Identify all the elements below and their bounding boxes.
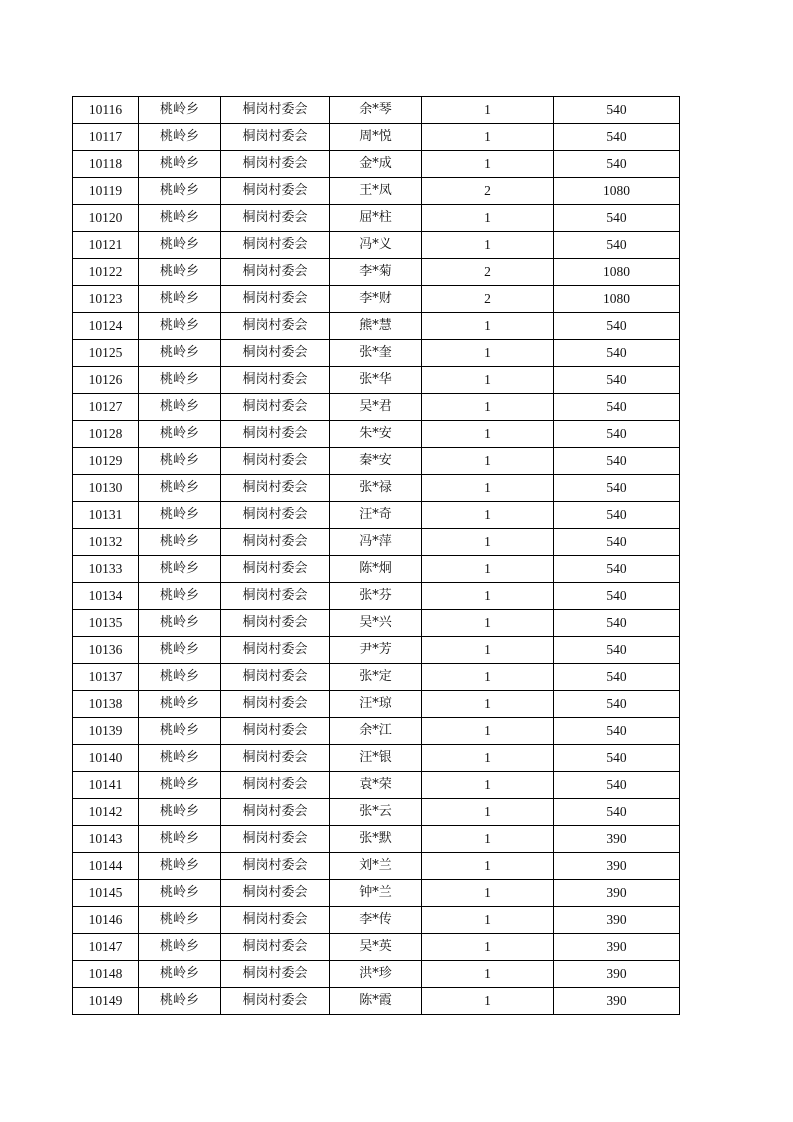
count-cell: 1 (422, 799, 554, 826)
township-cell: 桃岭乡 (139, 880, 221, 907)
township-cell: 桃岭乡 (139, 934, 221, 961)
record-id-cell: 10133 (73, 556, 139, 583)
village-committee-cell: 桐岗村委会 (221, 556, 330, 583)
township-cell: 桃岭乡 (139, 394, 221, 421)
count-cell: 1 (422, 583, 554, 610)
village-committee-cell: 桐岗村委会 (221, 367, 330, 394)
table-row (73, 853, 680, 880)
count-cell: 2 (422, 178, 554, 205)
count-cell: 1 (422, 502, 554, 529)
name-cell: 余*江 (330, 718, 422, 745)
count-cell: 1 (422, 880, 554, 907)
township-cell: 桃岭乡 (139, 988, 221, 1015)
amount-cell: 390 (554, 907, 680, 934)
amount-cell: 540 (554, 394, 680, 421)
township-cell: 桃岭乡 (139, 340, 221, 367)
village-committee-cell: 桐岗村委会 (221, 259, 330, 286)
name-cell: 吴*兴 (330, 610, 422, 637)
name-cell: 屈*柱 (330, 205, 422, 232)
amount-cell: 540 (554, 367, 680, 394)
amount-cell: 390 (554, 961, 680, 988)
township-cell: 桃岭乡 (139, 799, 221, 826)
record-id-cell: 10144 (73, 853, 139, 880)
amount-cell: 540 (554, 745, 680, 772)
village-committee-cell: 桐岗村委会 (221, 799, 330, 826)
amount-cell: 540 (554, 556, 680, 583)
table-row (73, 907, 680, 934)
count-cell: 1 (422, 691, 554, 718)
name-cell: 余*琴 (330, 97, 422, 124)
table-row (73, 529, 680, 556)
name-cell: 金*成 (330, 151, 422, 178)
record-id-cell: 10119 (73, 178, 139, 205)
village-committee-cell: 桐岗村委会 (221, 97, 330, 124)
record-id-cell: 10141 (73, 772, 139, 799)
township-cell: 桃岭乡 (139, 961, 221, 988)
table-row (73, 934, 680, 961)
record-id-cell: 10129 (73, 448, 139, 475)
record-id-cell: 10121 (73, 232, 139, 259)
count-cell: 1 (422, 961, 554, 988)
count-cell: 1 (422, 367, 554, 394)
amount-cell: 540 (554, 772, 680, 799)
table-row (73, 178, 680, 205)
count-cell: 1 (422, 205, 554, 232)
record-id-cell: 10135 (73, 610, 139, 637)
count-cell: 1 (422, 124, 554, 151)
record-id-cell: 10138 (73, 691, 139, 718)
record-id-cell: 10137 (73, 664, 139, 691)
township-cell: 桃岭乡 (139, 286, 221, 313)
record-id-cell: 10140 (73, 745, 139, 772)
township-cell: 桃岭乡 (139, 205, 221, 232)
table-row (73, 691, 680, 718)
table-row (73, 772, 680, 799)
amount-cell: 540 (554, 664, 680, 691)
village-committee-cell: 桐岗村委会 (221, 313, 330, 340)
count-cell: 1 (422, 745, 554, 772)
village-committee-cell: 桐岗村委会 (221, 637, 330, 664)
count-cell: 1 (422, 826, 554, 853)
village-committee-cell: 桐岗村委会 (221, 178, 330, 205)
count-cell: 1 (422, 637, 554, 664)
table-row (73, 205, 680, 232)
table-row (73, 610, 680, 637)
record-id-cell: 10117 (73, 124, 139, 151)
name-cell: 李*菊 (330, 259, 422, 286)
record-id-cell: 10130 (73, 475, 139, 502)
name-cell: 冯*义 (330, 232, 422, 259)
village-committee-cell: 桐岗村委会 (221, 988, 330, 1015)
table-row (73, 718, 680, 745)
amount-cell: 540 (554, 637, 680, 664)
table-row (73, 421, 680, 448)
amount-cell: 540 (554, 340, 680, 367)
township-cell: 桃岭乡 (139, 367, 221, 394)
count-cell: 2 (422, 286, 554, 313)
name-cell: 陈*霞 (330, 988, 422, 1015)
table-row (73, 583, 680, 610)
table-row (73, 664, 680, 691)
record-id-cell: 10120 (73, 205, 139, 232)
amount-cell: 540 (554, 205, 680, 232)
record-id-cell: 10124 (73, 313, 139, 340)
amount-cell: 390 (554, 988, 680, 1015)
village-committee-cell: 桐岗村委会 (221, 583, 330, 610)
table-row (73, 151, 680, 178)
record-id-cell: 10136 (73, 637, 139, 664)
table-row (73, 124, 680, 151)
table-row (73, 340, 680, 367)
amount-cell: 390 (554, 853, 680, 880)
village-committee-cell: 桐岗村委会 (221, 691, 330, 718)
table-row (73, 286, 680, 313)
record-id-cell: 10146 (73, 907, 139, 934)
township-cell: 桃岭乡 (139, 475, 221, 502)
township-cell: 桃岭乡 (139, 718, 221, 745)
name-cell: 秦*安 (330, 448, 422, 475)
table-row (73, 556, 680, 583)
village-committee-cell: 桐岗村委会 (221, 826, 330, 853)
record-id-cell: 10128 (73, 421, 139, 448)
table-row (73, 394, 680, 421)
village-committee-cell: 桐岗村委会 (221, 205, 330, 232)
name-cell: 吴*君 (330, 394, 422, 421)
name-cell: 张*定 (330, 664, 422, 691)
count-cell: 1 (422, 556, 554, 583)
count-cell: 1 (422, 340, 554, 367)
amount-cell: 540 (554, 502, 680, 529)
amount-cell: 390 (554, 934, 680, 961)
record-id-cell: 10118 (73, 151, 139, 178)
amount-cell: 540 (554, 610, 680, 637)
table-row (73, 637, 680, 664)
township-cell: 桃岭乡 (139, 529, 221, 556)
village-committee-cell: 桐岗村委会 (221, 475, 330, 502)
township-cell: 桃岭乡 (139, 97, 221, 124)
amount-cell: 1080 (554, 178, 680, 205)
count-cell: 1 (422, 664, 554, 691)
village-committee-cell: 桐岗村委会 (221, 529, 330, 556)
count-cell: 1 (422, 529, 554, 556)
record-id-cell: 10147 (73, 934, 139, 961)
table-row (73, 961, 680, 988)
count-cell: 1 (422, 475, 554, 502)
amount-cell: 1080 (554, 286, 680, 313)
record-id-cell: 10134 (73, 583, 139, 610)
township-cell: 桃岭乡 (139, 664, 221, 691)
township-cell: 桃岭乡 (139, 556, 221, 583)
table-row (73, 448, 680, 475)
amount-cell: 540 (554, 421, 680, 448)
township-cell: 桃岭乡 (139, 124, 221, 151)
count-cell: 1 (422, 232, 554, 259)
village-committee-cell: 桐岗村委会 (221, 421, 330, 448)
name-cell: 袁*荣 (330, 772, 422, 799)
village-committee-cell: 桐岗村委会 (221, 502, 330, 529)
name-cell: 洪*珍 (330, 961, 422, 988)
village-committee-cell: 桐岗村委会 (221, 610, 330, 637)
township-cell: 桃岭乡 (139, 691, 221, 718)
township-cell: 桃岭乡 (139, 151, 221, 178)
name-cell: 汪*奇 (330, 502, 422, 529)
table-row (73, 880, 680, 907)
township-cell: 桃岭乡 (139, 637, 221, 664)
amount-cell: 540 (554, 97, 680, 124)
name-cell: 李*财 (330, 286, 422, 313)
name-cell: 周*悦 (330, 124, 422, 151)
amount-cell: 540 (554, 124, 680, 151)
township-cell: 桃岭乡 (139, 313, 221, 340)
table-row (73, 799, 680, 826)
count-cell: 1 (422, 853, 554, 880)
name-cell: 张*华 (330, 367, 422, 394)
name-cell: 张*禄 (330, 475, 422, 502)
village-committee-cell: 桐岗村委会 (221, 880, 330, 907)
table-row (73, 745, 680, 772)
count-cell: 1 (422, 421, 554, 448)
amount-cell: 540 (554, 691, 680, 718)
township-cell: 桃岭乡 (139, 421, 221, 448)
village-committee-cell: 桐岗村委会 (221, 286, 330, 313)
record-id-cell: 10139 (73, 718, 139, 745)
village-committee-cell: 桐岗村委会 (221, 853, 330, 880)
record-id-cell: 10131 (73, 502, 139, 529)
table-row (73, 475, 680, 502)
township-cell: 桃岭乡 (139, 502, 221, 529)
record-id-cell: 10145 (73, 880, 139, 907)
amount-cell: 540 (554, 799, 680, 826)
count-cell: 1 (422, 610, 554, 637)
record-id-cell: 10125 (73, 340, 139, 367)
name-cell: 冯*萍 (330, 529, 422, 556)
township-cell: 桃岭乡 (139, 448, 221, 475)
village-committee-cell: 桐岗村委会 (221, 718, 330, 745)
table-row (73, 232, 680, 259)
record-id-cell: 10149 (73, 988, 139, 1015)
record-id-cell: 10123 (73, 286, 139, 313)
record-id-cell: 10127 (73, 394, 139, 421)
count-cell: 1 (422, 934, 554, 961)
village-committee-cell: 桐岗村委会 (221, 394, 330, 421)
name-cell: 张*云 (330, 799, 422, 826)
township-cell: 桃岭乡 (139, 610, 221, 637)
count-cell: 1 (422, 907, 554, 934)
village-committee-cell: 桐岗村委会 (221, 907, 330, 934)
count-cell: 1 (422, 988, 554, 1015)
table-body (73, 97, 680, 1015)
record-id-cell: 10132 (73, 529, 139, 556)
township-cell: 桃岭乡 (139, 853, 221, 880)
record-id-cell: 10143 (73, 826, 139, 853)
count-cell: 1 (422, 718, 554, 745)
count-cell: 2 (422, 259, 554, 286)
table-row (73, 988, 680, 1015)
count-cell: 1 (422, 448, 554, 475)
record-id-cell: 10142 (73, 799, 139, 826)
village-committee-cell: 桐岗村委会 (221, 151, 330, 178)
name-cell: 张*芬 (330, 583, 422, 610)
village-committee-cell: 桐岗村委会 (221, 961, 330, 988)
township-cell: 桃岭乡 (139, 259, 221, 286)
data-table (72, 96, 680, 1015)
amount-cell: 1080 (554, 259, 680, 286)
count-cell: 1 (422, 313, 554, 340)
village-committee-cell: 桐岗村委会 (221, 448, 330, 475)
table-row (73, 313, 680, 340)
name-cell: 张*默 (330, 826, 422, 853)
village-committee-cell: 桐岗村委会 (221, 934, 330, 961)
village-committee-cell: 桐岗村委会 (221, 232, 330, 259)
count-cell: 1 (422, 151, 554, 178)
township-cell: 桃岭乡 (139, 907, 221, 934)
name-cell: 王*凤 (330, 178, 422, 205)
township-cell: 桃岭乡 (139, 826, 221, 853)
record-id-cell: 10122 (73, 259, 139, 286)
name-cell: 汪*银 (330, 745, 422, 772)
township-cell: 桃岭乡 (139, 772, 221, 799)
township-cell: 桃岭乡 (139, 745, 221, 772)
table-row (73, 367, 680, 394)
amount-cell: 540 (554, 448, 680, 475)
name-cell: 吴*英 (330, 934, 422, 961)
name-cell: 刘*兰 (330, 853, 422, 880)
name-cell: 陈*炯 (330, 556, 422, 583)
amount-cell: 390 (554, 880, 680, 907)
village-committee-cell: 桐岗村委会 (221, 745, 330, 772)
township-cell: 桃岭乡 (139, 178, 221, 205)
amount-cell: 540 (554, 583, 680, 610)
name-cell: 钟*兰 (330, 880, 422, 907)
table-row (73, 826, 680, 853)
record-id-cell: 10116 (73, 97, 139, 124)
township-cell: 桃岭乡 (139, 583, 221, 610)
table-row (73, 259, 680, 286)
village-committee-cell: 桐岗村委会 (221, 124, 330, 151)
count-cell: 1 (422, 394, 554, 421)
name-cell: 尹*芳 (330, 637, 422, 664)
record-id-cell: 10148 (73, 961, 139, 988)
amount-cell: 540 (554, 232, 680, 259)
name-cell: 汪*琼 (330, 691, 422, 718)
record-id-cell: 10126 (73, 367, 139, 394)
amount-cell: 540 (554, 151, 680, 178)
name-cell: 熊*慧 (330, 313, 422, 340)
table-row (73, 97, 680, 124)
amount-cell: 540 (554, 313, 680, 340)
village-committee-cell: 桐岗村委会 (221, 664, 330, 691)
name-cell: 李*传 (330, 907, 422, 934)
township-cell: 桃岭乡 (139, 232, 221, 259)
name-cell: 张*奎 (330, 340, 422, 367)
name-cell: 朱*安 (330, 421, 422, 448)
amount-cell: 540 (554, 718, 680, 745)
amount-cell: 390 (554, 826, 680, 853)
village-committee-cell: 桐岗村委会 (221, 772, 330, 799)
amount-cell: 540 (554, 475, 680, 502)
table-row (73, 502, 680, 529)
count-cell: 1 (422, 772, 554, 799)
count-cell: 1 (422, 97, 554, 124)
amount-cell: 540 (554, 529, 680, 556)
village-committee-cell: 桐岗村委会 (221, 340, 330, 367)
